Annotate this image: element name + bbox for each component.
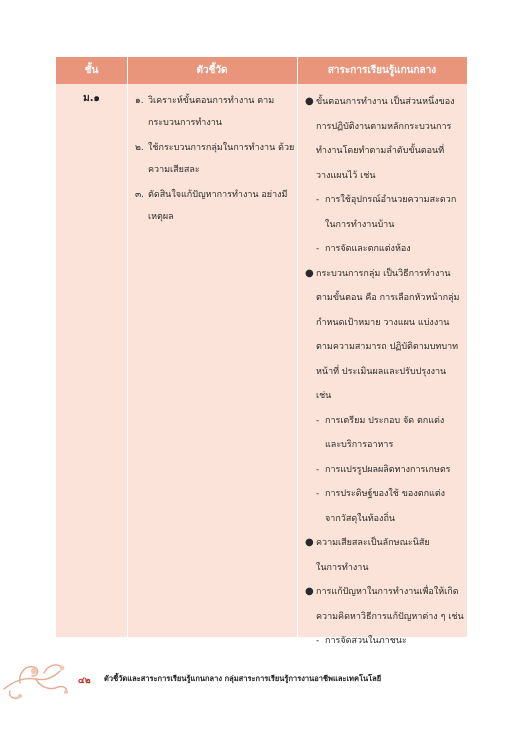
content-text: ทำงานโดยทำตามลำดับขั้นตอนที่: [316, 146, 445, 156]
grade-cell: [56, 84, 127, 637]
content-text: การเตรียม ประกอบ จัด ตกแต่ง: [325, 415, 445, 426]
content-line: [298, 139, 467, 164]
content-line: [298, 384, 467, 409]
content-line: [298, 213, 467, 238]
content-text: การใช้อุปกรณ์อำนวยความสะดวก: [325, 195, 457, 205]
content-text: หน้าที่ ประเมินผลและปรับปรุงงาน: [316, 366, 447, 377]
content-text: การแก้ปัญหาในการทำงานเพื่อให้เกิด: [316, 587, 459, 597]
content-line: [298, 335, 467, 360]
content-text: การจัดสวนในภาชนะ: [325, 636, 407, 646]
content-line: [298, 311, 467, 336]
indicator-number: ๒.: [135, 143, 144, 153]
indicator-item: [128, 137, 297, 181]
header-indicators: ตัวชี้วัด: [196, 65, 228, 76]
content-subitem: [298, 237, 467, 262]
indicator-text: ตัดสินใจแก้ปัญหาการทำงาน อย่างมีเหตุผล: [148, 190, 288, 222]
content-bullet: [298, 262, 467, 287]
content-text: ตามขั้นตอน คือ การเลือกหัวหน้ากลุ่ม: [316, 293, 460, 303]
content-subitem: [298, 458, 467, 483]
content-text: การจัดและตกแต่งห้อง: [325, 244, 411, 254]
content-line: [298, 507, 467, 532]
indicator-list: [128, 90, 297, 231]
footer-title: ตัวชี้วัดและสาระการเรียนรู้แกนกลาง กลุ่มสาระการเรียนรู้การงานอาชีพและเทคโนโลยี: [104, 674, 382, 683]
content-line: [298, 556, 467, 581]
header-grade: ชั้น: [84, 65, 99, 76]
content-line: [298, 360, 467, 385]
content-text: ตามความสามารถ ปฏิบัติตามบทบาท: [316, 342, 459, 352]
content-bullet: [298, 580, 467, 605]
content-line: [298, 164, 467, 189]
header-core-content: สาระการเรียนรู้แกนกลาง: [327, 65, 437, 76]
content-text: เช่น: [316, 391, 332, 401]
content-bullet: [298, 531, 467, 556]
page-number: ๔๒: [78, 676, 91, 686]
content-line: [298, 286, 467, 311]
content-text: กระบวนการกลุ่ม เป็นวิธีการทำงาน: [316, 268, 451, 279]
content-text: วางแผนไว้ เช่น: [316, 170, 376, 181]
core-content-list: [298, 90, 467, 654]
dash-icon: -: [316, 636, 320, 646]
content-text: การแปรรูปผลผลิตทางการเกษตร: [325, 464, 451, 475]
indicator-text: วิเคราะห์ขั้นตอนการทำงาน ตามกระบวนการทำงาน: [148, 96, 275, 128]
content-text: และบริการอาหาร: [325, 440, 394, 450]
content-line: [298, 433, 467, 458]
table-header: [56, 57, 467, 84]
indicator-number: ๑.: [135, 96, 144, 106]
floral-ornament-icon: [0, 651, 80, 701]
indicators-cell: [128, 84, 297, 637]
content-text: ความเสียสละเป็นลักษณะนิสัย: [316, 538, 430, 548]
indicator-item: [128, 184, 297, 228]
grade-label: ม.๑: [83, 93, 100, 104]
content-line: [298, 115, 467, 140]
content-subitem: [298, 482, 467, 507]
content-text: ความคิดหาวิธีการแก้ปัญหาต่าง ๆ เช่น: [316, 611, 464, 622]
dash-icon: -: [316, 415, 320, 426]
indicator-item: [128, 90, 297, 134]
content-text: ในการทำงานบ้าน: [325, 219, 395, 230]
core-content-cell: [298, 84, 467, 646]
indicator-text: ใช้กระบวนการกลุ่มในการทำงาน ด้วยความเสียสละ: [148, 143, 295, 175]
curriculum-table: [56, 57, 467, 646]
dash-icon: -: [316, 464, 320, 475]
bullet-icon: ●: [305, 267, 314, 279]
content-text: การปฏิบัติงานตามหลักกระบวนการ: [316, 121, 452, 132]
bullet-icon: ●: [305, 537, 314, 548]
bullet-icon: ●: [305, 96, 314, 107]
dash-icon: -: [316, 244, 320, 254]
content-text: ขั้นตอนการทำงาน เป็นส่วนหนึ่งของ: [316, 97, 455, 107]
indicator-number: ๓.: [135, 190, 145, 200]
content-subitem: [298, 188, 467, 213]
content-line: [298, 605, 467, 630]
bullet-icon: ●: [305, 586, 314, 597]
content-subitem: [298, 629, 467, 654]
content-bullet: [298, 90, 467, 115]
dash-icon: -: [316, 195, 320, 205]
content-text: จากวัสดุในท้องถิ่น: [325, 513, 396, 524]
content-subitem: [298, 409, 467, 434]
content-text: กำหนดเป้าหมาย วางแผน แบ่งงาน: [316, 317, 450, 328]
content-text: การประดิษฐ์ของใช้ ของตกแต่ง: [325, 489, 446, 499]
dash-icon: -: [316, 489, 320, 499]
content-text: ในการทำงาน: [316, 562, 369, 573]
